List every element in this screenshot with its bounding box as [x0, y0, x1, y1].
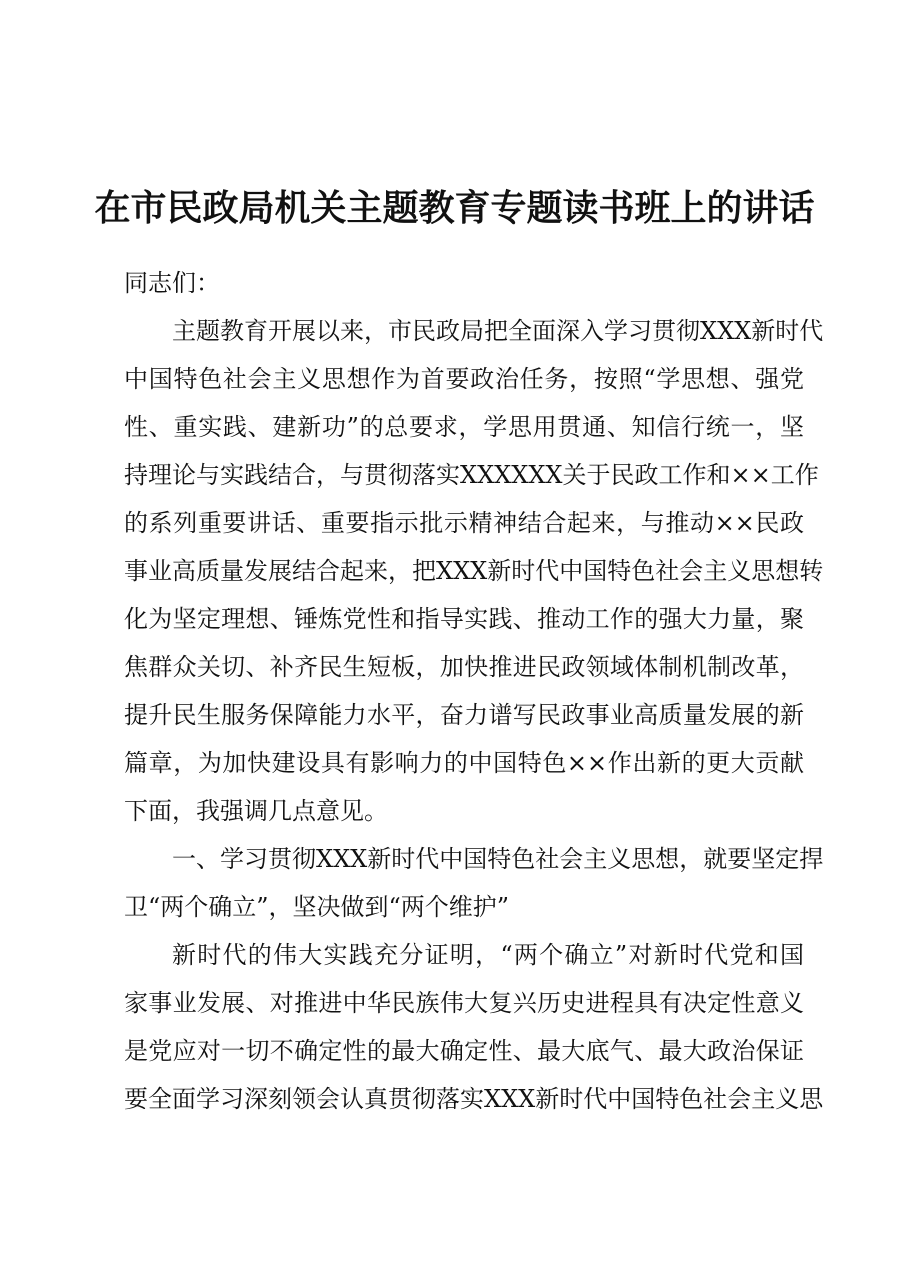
paragraph-line: 持理论与实践结合，与贯彻落实XXXXXX关于民政工作和××工作 [124, 461, 819, 489]
paragraph-line: 焦群众关切、补齐民生短板，加快推进民政领域体制机制改革， [124, 653, 804, 681]
section-heading-1 [124, 835, 824, 931]
paragraph-line: 是党应对一切不确定性的最大确定性、最大底气、最大政治保证 [124, 1037, 804, 1065]
document-title: 在市民政局机关主题教育专题读书班上的讲话 [94, 187, 815, 229]
paragraph-line: 要全面学习深刻领会认真贯彻落实XXX新时代中国特色社会主义思 [124, 1085, 824, 1113]
paragraph-line: 主题教育开展以来，市民政局把全面深入学习贯彻XXX新时代 [172, 317, 824, 345]
paragraph-line: 篇章，为加快建设具有影响力的中国特色××作出新的更大贡献 [124, 749, 804, 777]
paragraph-line: 事业高质量发展结合起来，把XXX新时代中国特色社会主义思想转 [124, 557, 824, 585]
paragraph-line: 新时代的伟大实践充分证明，“两个确立”对新时代党和国 [172, 941, 804, 969]
salutation: 同志们： [124, 269, 220, 297]
paragraph-line: 家事业发展、对推进中华民族伟大复兴历史进程具有决定性意义 [124, 989, 804, 1017]
paragraph-1 [124, 307, 824, 835]
heading-line: 一、学习贯彻XXX新时代中国特色社会主义思想，就要坚定捍 [172, 845, 824, 873]
paragraph-line: 的系列重要讲话、重要指示批示精神结合起来，与推动××民政 [124, 509, 804, 537]
paragraph-line: 性、重实践、建新功”的总要求，学思用贯通、知信行统一，坚 [124, 413, 804, 441]
paragraph-line: 中国特色社会主义思想作为首要政治任务，按照“学思想、强党 [124, 365, 804, 393]
paragraph-line: 化为坚定理想、锤炼党性和指导实践、推动工作的强大力量，聚 [124, 605, 804, 633]
heading-line: 卫“两个确立”，坚决做到“两个维护” [124, 893, 510, 921]
paragraph-line: 提升民生服务保障能力水平，奋力谱写民政事业高质量发展的新 [124, 701, 804, 729]
paragraph-2 [124, 931, 824, 1123]
document-body [124, 259, 824, 1123]
paragraph-line: 下面，我强调几点意见。 [124, 797, 388, 825]
